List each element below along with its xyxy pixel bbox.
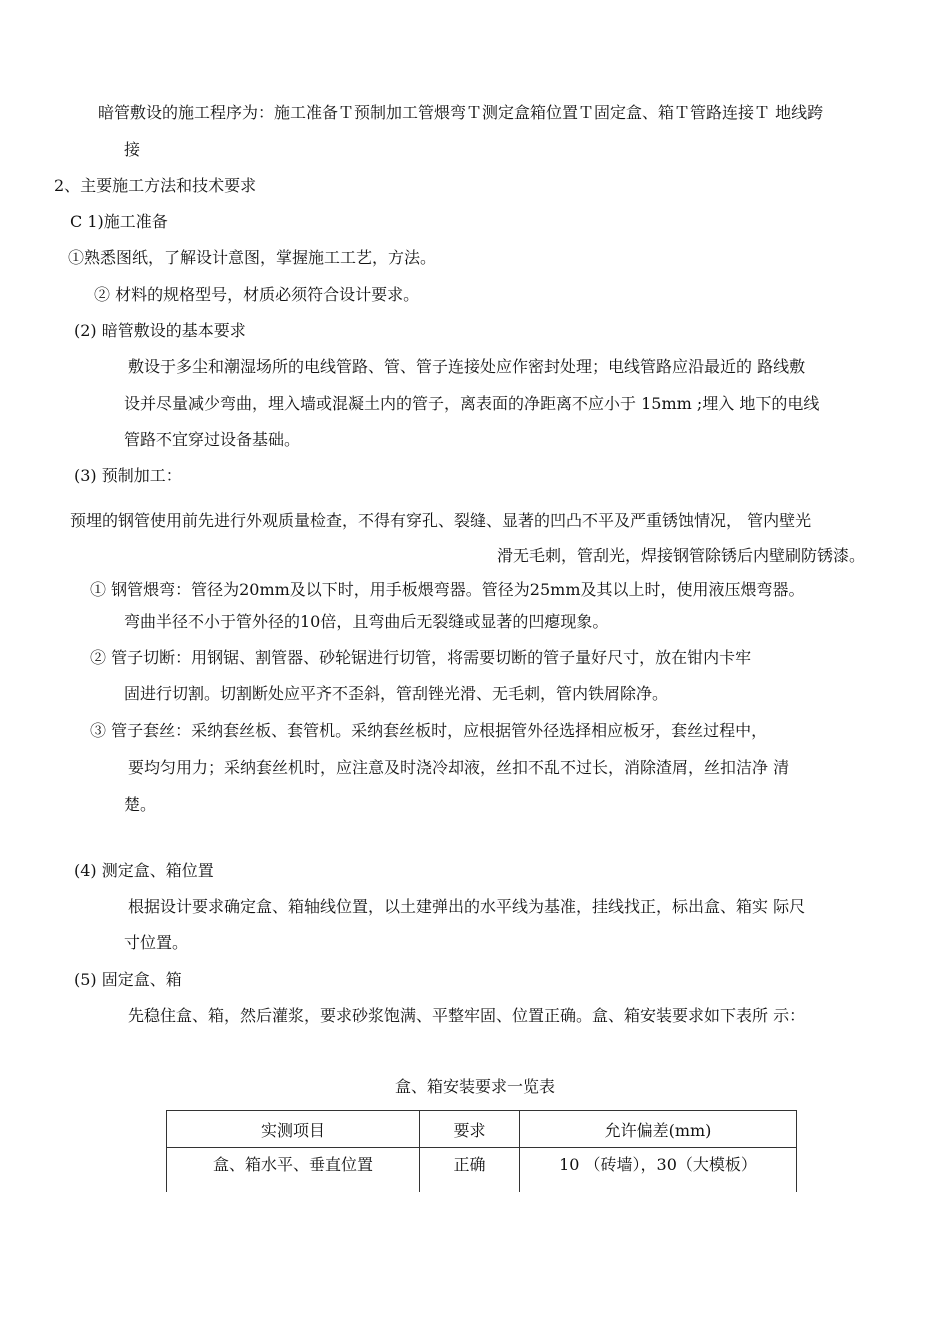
list-item: ①熟悉图纸，了解设计意图，掌握施工工艺，方法。 bbox=[68, 248, 437, 267]
column-header: 允许偏差(mm) bbox=[520, 1111, 797, 1148]
list-item: ③ 管子套丝：采纳套丝板、套管机。采纳套丝板时，应根据管外径选择相应板牙，套丝过程中， bbox=[90, 721, 768, 740]
paragraph-line: 弯曲半径不小于管外径的10倍，且弯曲后无裂缝或显著的凹瘪现象。 bbox=[124, 612, 609, 631]
paragraph-line: 接 bbox=[124, 140, 141, 159]
paragraph-line: 敷设于多尘和潮湿场所的电线管路、管、管子连接处应作密封处理；电线管路应沿最近的 路线敷 bbox=[128, 357, 806, 376]
subsection-heading: (5) 固定盒、箱 bbox=[74, 970, 182, 989]
list-item: ② 材料的规格型号，材质必须符合设计要求。 bbox=[94, 285, 420, 304]
section-heading: 2、主要施工方法和技术要求 bbox=[54, 176, 257, 195]
column-header: 要求 bbox=[420, 1111, 520, 1148]
table-row bbox=[167, 1148, 797, 1193]
table-header-row bbox=[167, 1111, 797, 1148]
requirements-table bbox=[166, 1110, 797, 1192]
subsection-heading: C 1)施工准备 bbox=[70, 212, 168, 231]
paragraph-line: 要均匀用力；采纳套丝机时，应注意及时浇冷却液，丝扣不乱不过长，消除渣屑，丝扣洁净 清 bbox=[128, 758, 790, 777]
table-title: 盒、箱安装要求一览表 bbox=[394, 1077, 555, 1096]
paragraph-line: 先稳住盒、箱，然后灌浆，要求砂浆饱满、平整牢固、位置正确。盒、箱安装要求如下表所 示： bbox=[128, 1006, 806, 1025]
subsection-heading: (2) 暗管敷设的基本要求 bbox=[74, 321, 246, 340]
paragraph-line: 根据设计要求确定盒、箱轴线位置，以土建弹出的水平线为基准，挂线找正，标出盒、箱实 际尺 bbox=[128, 897, 806, 916]
paragraph-line: 预埋的钢管使用前先进行外观质量检查，不得有穿孔、裂缝、显著的凹凸不平及严重锈蚀情况， 管内壁光 bbox=[70, 511, 812, 530]
table-cell: 正确 bbox=[420, 1148, 520, 1193]
list-item: ① 钢管煨弯：管径为20mm及以下时，用手板煨弯器。管径为25mm及其以上时，使用液压煨弯器。 bbox=[90, 580, 805, 599]
table-cell: 10 （砖墙），30（大模板） bbox=[520, 1148, 797, 1193]
paragraph-line: 固进行切割。切割断处应平齐不歪斜，管刮锉光滑、无毛刺，管内铁屑除净。 bbox=[124, 684, 669, 703]
paragraph-line: 滑无毛刺，管刮光，焊接钢管除锈后内壁刷防锈漆。 bbox=[497, 546, 866, 565]
subsection-heading: (4) 测定盒、箱位置 bbox=[74, 861, 214, 880]
column-header: 实测项目 bbox=[167, 1111, 420, 1148]
subsection-heading: (3) 预制加工： bbox=[74, 466, 182, 485]
paragraph-line: 暗管敷设的施工程序为：施工准备Ｔ预制加工管煨弯Ｔ测定盒箱位置Ｔ固定盒、箱Ｔ管路连接Ｔ 地线跨 bbox=[98, 103, 824, 122]
paragraph-line: 寸位置。 bbox=[124, 933, 189, 952]
paragraph-line: 管路不宜穿过设备基础。 bbox=[124, 430, 301, 449]
paragraph-line: 设并尽量减少弯曲，埋入墙或混凝土内的管子，离表面的净距离不应小于 15mm ;埋入 地下的电线 bbox=[124, 394, 820, 413]
paragraph-line: 楚。 bbox=[124, 795, 157, 814]
table-cell: 盒、箱水平、垂直位置 bbox=[167, 1148, 420, 1193]
list-item: ② 管子切断：用钢锯、割管器、砂轮锯进行切管，将需要切断的管子量好尺寸，放在钳内卡牢 bbox=[90, 648, 752, 667]
